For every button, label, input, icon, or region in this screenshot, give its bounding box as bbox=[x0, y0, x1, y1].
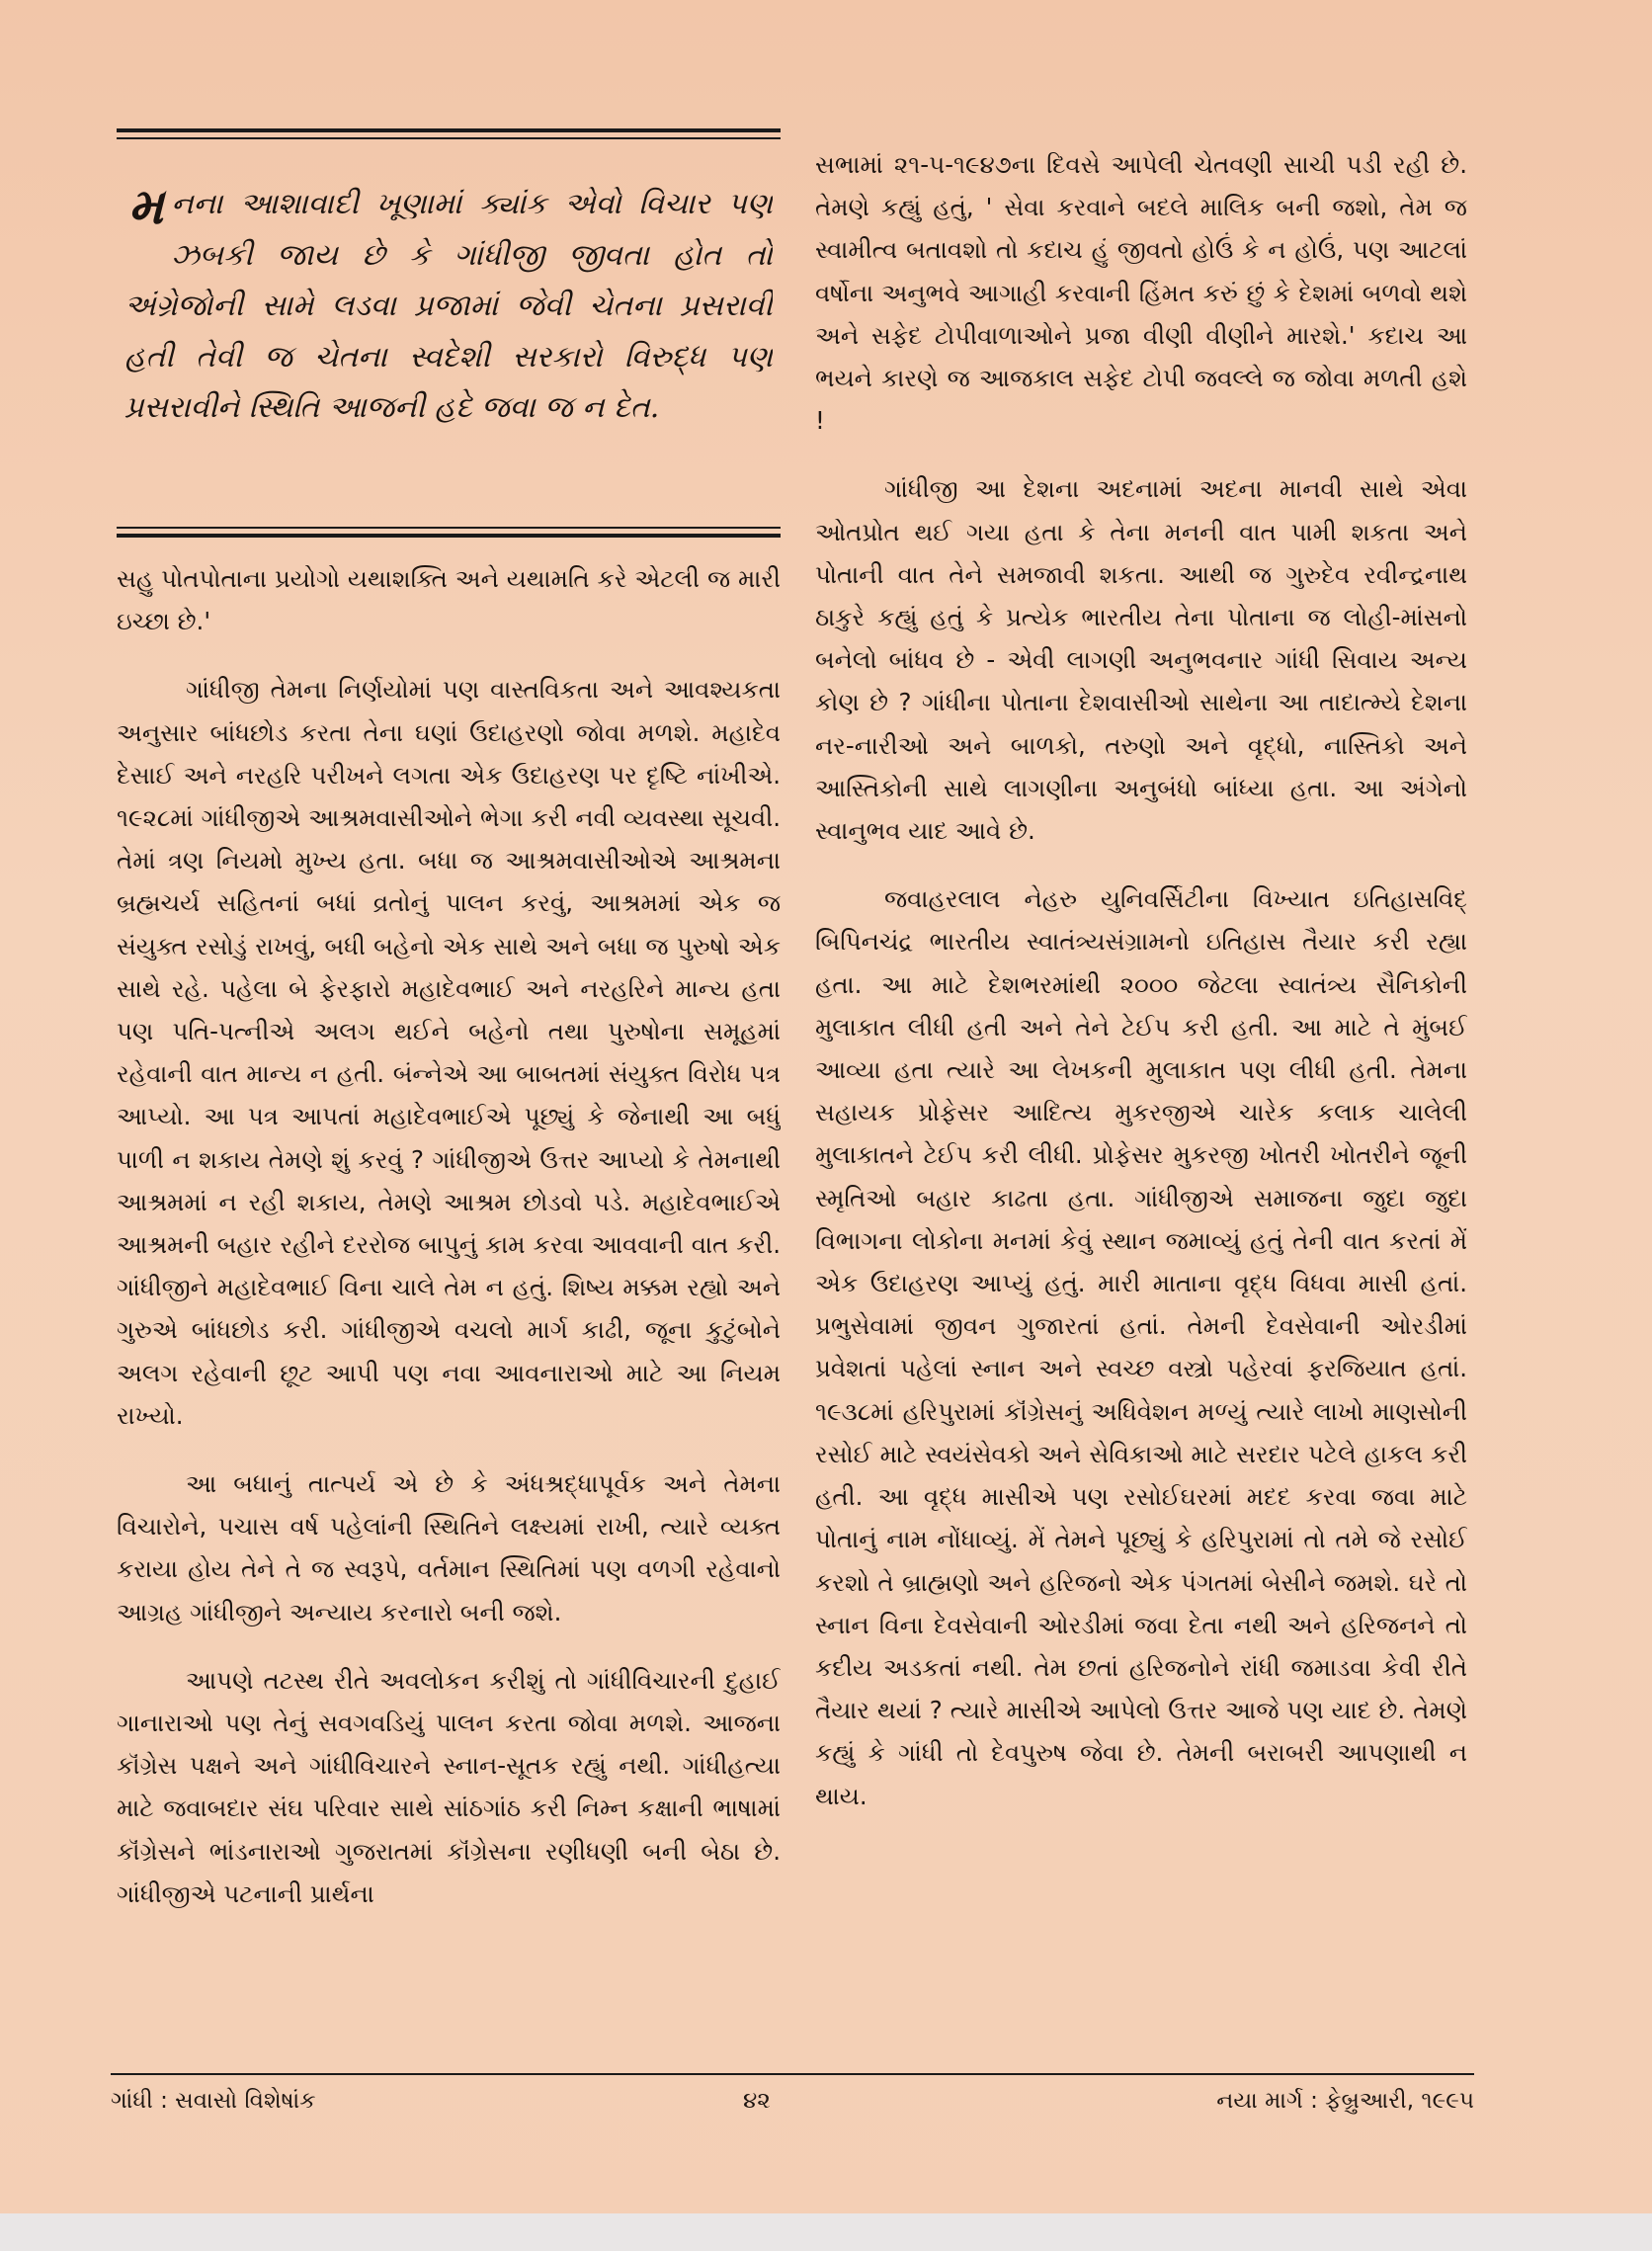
paragraph: સહુ પોતપોતાના પ્રયોગો યથાશક્તિ અને યથામતિ કરે એટલી જ મારી ઇચ્છા છે.' bbox=[117, 564, 781, 636]
footer-publication: નયા માર્ગ : ફેબ્રુઆરી, ૧૯૯૫ bbox=[1216, 2088, 1474, 2114]
paragraph: ગાંધીજી તેમના નિર્ણયોમાં પણ વાસ્તવિકતા અને આવશ્યકતા અનુસાર બાંધછોડ કરતા તેના ઘણાં ઉદાહરણો જોવા મળશે. મહાદેવ દેસાઈ અને નરહરિ પરીખને લગતા એક ઉદાહરણ પર દૃષ્ટિ નાંખીએ. ૧૯૨૮માં ગાંધીજીએ આશ્રમવાસીઓને ભેગા કરી નવી વ્યવસ્થા સૂચવી. તેમાં ત્રણ નિયમો મુખ્ય હતા. બધા જ આશ્રમવાસીઓએ આશ્રમના બ્રહ્મચર્ય સહિતનાં બધાં વ્રતોનું પાલન કરવું, આશ્રમમાં એક જ સંયુક્ત રસોડું રાખવું, બધી બહેનો એક સાથે અને બધા જ પુરુષો એક સાથે રહે. પહેલા બે ફેરફારો મહાદેવભાઈ અને નરહરિને માન્ય હતા પણ પતિ-પત્નીએ અલગ થઈને બહેનો તથા પુરુષોના સમૂહમાં રહેવાની વાત માન્ય ન હતી. બંન્નેએ આ બાબતમાં સંયુક્ત વિરોધ પત્ર આપ્યો. આ પત્ર આપતાં મહાદેવભાઈએ પૂછ્યું કે જેનાથી આ બધું પાળી ન શકાય તેમણે શું કરવું ? ગાંધીજીએ ઉત્તર આપ્યો કે તેમનાથી આશ્રમમાં ન રહી શકાય, તેમણે આશ્રમ છોડવો પડે. મહાદેવભાઈએ આશ્રમની બહાર રહીને દરરોજ બાપુનું કામ કરવા આવવાની વાત કરી. ગાંધીજીને મહાદેવભાઈ વિના ચાલે તેમ ન હતું. શિષ્ય મક્કમ રહ્યો અને ગુરુએ બાંધછોડ કરી. ગાંધીજીએ વચલો માર્ગ કાઢી, જૂના કુટુંબોને અલગ રહેવાની છૂટ આપી પણ નવા આવનારાઓ માટે આ નિયમ રાખ્યો. bbox=[117, 675, 781, 1430]
top-rule bbox=[117, 128, 781, 132]
pull-quote-text: નના આશાવાદી ખૂણામાં ક્યાંક એવો વિચાર પણ ઝબકી જાય છે કે ગાંધીજી જીવતા હોત તો અંગ્રેજોની સામે લડવા પ્રજામાં જેવી ચેતના પ્રસરાવી હતી તેવી જ ચેતના સ્વદેશી સરકારો વિરુદ્ધ પણ પ્રસરાવીને સ્થિતિ આજની હદે જવા જ ન દેત. bbox=[124, 187, 773, 425]
left-column bbox=[117, 128, 781, 2095]
paragraph: ગાંધીજી આ દેશના અદનામાં અદના માનવી સાથે એવા ઓતપ્રોત થઈ ગયા હતા કે તેના મનની વાત પામી શકતા અને પોતાની વાત તેને સમજાવી શકતા. આથી જ ગુરુદેવ રવીન્દ્રનાથ ઠાકુરે કહ્યું હતું કે પ્રત્યેક ભારતીય તેના પોતાના જ લોહી-માંસનો બનેલો બાંધવ છે - એવી લાગણી અનુભવનાર ગાંધી સિવાય અન્ય કોણ છે ? ગાંધીના પોતાના દેશવાસીઓ સાથેના આ તાદાત્મ્યે દેશના નર-નારીઓ અને બાળકો, તરુણો અને વૃદ્ધો, નાસ્તિકો અને આસ્તિકોની સાથે લાગણીના અનુબંધો બાંધ્યા હતા. આ અંગેનો સ્વાનુભવ યાદ આવે છે. bbox=[815, 474, 1467, 846]
right-column bbox=[815, 143, 1467, 2095]
drop-cap: મ bbox=[128, 179, 164, 235]
paragraph: સભામાં ૨૧-૫-૧૯૪૭ના દિવસે આપેલી ચેતવણી સાચી પડી રહી છે. તેમણે કહ્યું હતું, ' સેવા કરવાને બદલે માલિક બની જશો, તેમ જ સ્વામીત્વ બતાવશો તો કદાચ હું જીવતો હોઉં કે ન હોઉં, પણ આટલાં વર્ષોના અનુભવે આગાહી કરવાની હિંમત કરું છું કે દેશમાં બળવો થશે અને સફેદ ટોપીવાળાઓને પ્રજા વીણી વીણીને મારશે.' કદાચ આ ભયને કારણે જ આજકાલ સફેદ ટોપી જવલ્લે જ જોવા મળતી હશે ! bbox=[815, 150, 1467, 436]
page-number: ૪૨ bbox=[743, 2088, 771, 2114]
page-footer bbox=[111, 2080, 1474, 2120]
quote-rule-bottom bbox=[117, 534, 781, 538]
footer-issue-title: ગાંધી : સવાસો વિશેષાંક bbox=[111, 2088, 316, 2114]
top-rule-thin bbox=[117, 137, 781, 139]
pull-quote bbox=[124, 179, 773, 513]
scan-margin bbox=[0, 2213, 1652, 2251]
quote-rule-bottom-thin bbox=[117, 527, 781, 529]
paragraph: આ બધાનું તાત્પર્ય એ છે કે અંધશ્રદ્ધાપૂર્વક અને તેમના વિચારોને, પચાસ વર્ષ પહેલાંની સ્થિતિને લક્ષ્યમાં રાખી, ત્યારે વ્યક્ત કરાયા હોય તેને તે જ સ્વરૂપે, વર્તમાન સ્થિતિમાં પણ વળગી રહેવાનો આગ્રહ ગાંધીજીને અન્યાય કરનારો બની જશે. bbox=[117, 1469, 781, 1626]
paragraph: જવાહરલાલ નેહરુ યુનિવર્સિટીના વિખ્યાત ઇતિહાસવિદ્ બિપિનચંદ્ર ભારતીય સ્વાતંત્ર્યસંગ્રામનો ઇતિહાસ તૈયાર કરી રહ્યા હતા. આ માટે દેશભરમાંથી ૨૦૦૦ જેટલા સ્વાતંત્ર્ય સૈનિકોની મુલાકાત લીધી હતી અને તેને ટેઈપ કરી હતી. આ માટે તે મુંબઈ આવ્યા હતા ત્યારે આ લેખકની મુલાકાત પણ લીધી હતી. તેમના સહાયક પ્રોફેસર આદિત્ય મુકરજીએ ચારેક કલાક ચાલેલી મુલાકાતને ટેઈપ કરી લીધી. પ્રોફેસર મુકરજી ખોતરી ખોતરીને જૂની સ્મૃતિઓ બહાર કાઢતા હતા. ગાંધીજીએ સમાજના જુદા જુદા વિભાગના લોકોના મનમાં કેવું સ્થાન જમાવ્યું હતું તેની વાત કરતાં મેં એક ઉદાહરણ આપ્યું હતું. મારી માતાના વૃદ્ધ વિધવા માસી હતાં. પ્રભુસેવામાં જીવન ગુજારતાં હતાં. તેમની દેવસેવાની ઓરડીમાં પ્રવેશતાં પહેલાં સ્નાન અને સ્વચ્છ વસ્ત્રો પહેરવાં ફરજિયાત હતાં. ૧૯૩૮માં હરિપુરામાં કૉંગ્રેસનું અધિવેશન મળ્યું ત્યારે લાખો માણસોની રસોઈ માટે સ્વયંસેવકો અને સેવિકાઓ માટે સરદાર પટેલે હાકલ કરી હતી. આ વૃદ્ધ માસીએ પણ રસોઈઘરમાં મદદ કરવા જવા માટે પોતાનું નામ નોંધાવ્યું. મેં તેમને પૂછ્યું કે હરિપુરામાં તો તમે જે રસોઈ કરશો તે બ્રાહ્મણો અને હરિજનો એક પંગતમાં બેસીને જમશે. ઘરે તો સ્નાન વિના દેવસેવાની ઓરડીમાં જવા દેતા નથી અને હરિજનને તો કદીય અડકતાં નથી. તેમ છતાં હરિજનોને રાંધી જમાડવા કેવી રીતે તૈયાર થયાં ? ત્યારે માસીએ આપેલો ઉત્તર આજે પણ યાદ છે. તેમણે કહ્યું કે ગાંધી તો દેવપુરુષ જેવા છે. તેમની બરાબરી આપણાથી ન થાય. bbox=[815, 884, 1467, 1810]
paragraph: આપણે તટસ્થ રીતે અવલોકન કરીશું તો ગાંધીવિચારની દુહાઈ ગાનારાઓ પણ તેનું સવગવડિયું પાલન કરતા જોવા મળશે. આજના કૉંગ્રેસ પક્ષને અને ગાંધીવિચારને સ્નાન-સૂતક રહ્યું નથી. ગાંધીહત્યા માટે જવાબદાર સંઘ પરિવાર સાથે સાંઠગાંઠ કરી નિમ્ન કક્ષાની ભાષામાં કૉંગ્રેસને ભાંડનારાઓ ગુજરાતમાં કૉંગ્રેસના રણીધણી બની બેઠા છે. ગાંધીજીએ પટનાની પ્રાર્થના bbox=[117, 1665, 781, 1908]
footer-rule bbox=[111, 2073, 1474, 2075]
